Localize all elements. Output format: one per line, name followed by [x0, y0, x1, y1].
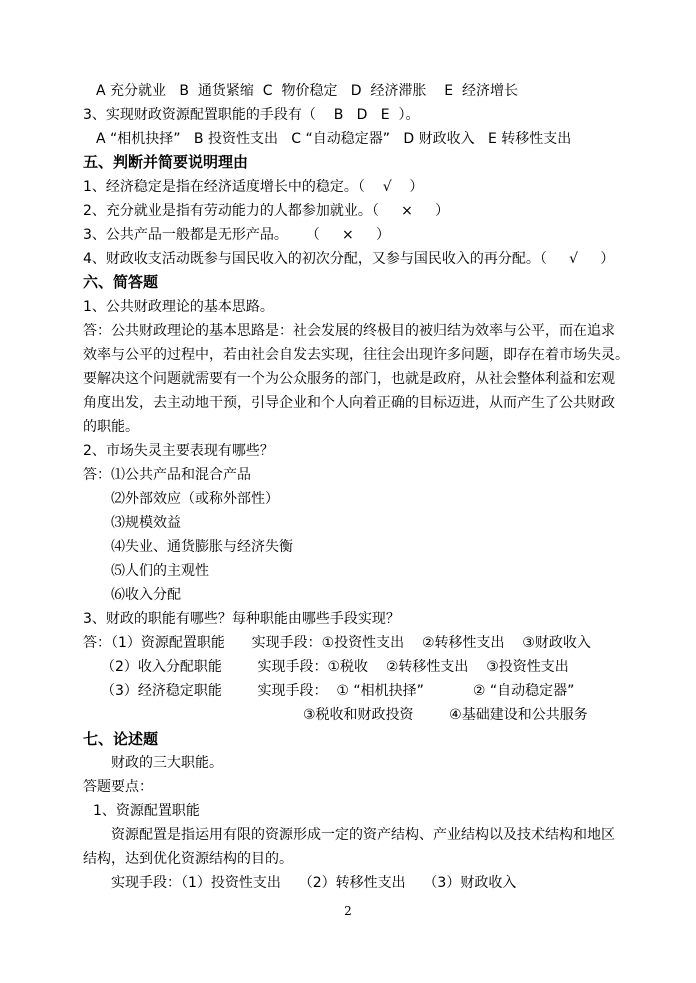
q2-options: A 充分就业 B 通货紧缩 C 物价稳定 D 经济滞胀 E 经济增长: [96, 83, 519, 99]
judge-item-3: 3、公共产品一般都是无形产品。 （ × ）: [83, 227, 390, 243]
judge-item-4: 4、财政收支活动既参与国民收入的初次分配，又参与国民收入的再分配。（ √ ）: [83, 251, 615, 267]
s6-question-1: 1、公共财政理论的基本思路。: [83, 299, 274, 315]
s7-subheading-1: 1、资源配置职能: [93, 803, 200, 819]
s6-answer-3-line-3: （3）经济稳定职能 实现手段： ① “相机抉择” ② “自动稳定器”: [101, 683, 575, 699]
s7-key-points-label: 答题要点：: [83, 779, 153, 795]
s6-answer-2-line-1: 答：⑴公共产品和混合产品: [83, 467, 251, 483]
section-6-title: 六、简答题: [83, 273, 159, 291]
s6-answer-2-line-6: ⑹收入分配: [111, 587, 181, 603]
s7-means: 实现手段：（1）投资性支出 （2）转移性支出 （3）财政收入: [111, 875, 517, 891]
s6-answer-1-line-4: 角度出发，去主动地干预，引导企业和个人向着正确的目标迈进，从而产生了公共财政: [83, 395, 615, 411]
s7-paragraph-line-2: 结构，达到优化资源结构的目的。: [83, 851, 293, 867]
s6-answer-3-line-4: ③税收和财政投资 ④基础建设和公共服务: [303, 707, 588, 723]
s6-answer-1-line-5: 的职能。: [83, 419, 139, 435]
section-7-title: 七、论述题: [83, 730, 159, 748]
s6-answer-1-line-2: 效率与公平的过程中，若由社会自发去实现，往往会出现许多问题，即存在着市场失灵。: [83, 347, 629, 363]
s7-paragraph-line-1: 资源配置是指运用有限的资源形成一定的资产结构、产业结构以及技术结构和地区: [111, 827, 615, 843]
section-5-title: 五、判断并简要说明理由: [83, 153, 249, 171]
q3-text: 3、实现财政资源配置职能的手段有（ B D E ）。: [83, 107, 420, 123]
judge-item-1: 1、经济稳定是指在经济适度增长中的稳定。（ √ ）: [83, 179, 424, 195]
judge-item-2: 2、充分就业是指有劳动能力的人都参加就业。（ × ）: [83, 203, 450, 219]
s6-answer-2-line-2: ⑵外部效应（或称外部性）: [111, 491, 279, 507]
s6-answer-1-line-1: 答：公共财政理论的基本思路是：社会发展的终极目的被归结为效率与公平，而在追求: [83, 323, 615, 339]
q3-options: A “相机抉择” B 投资性支出 C “自动稳定器” D 财政收入 E 转移性支出: [96, 131, 572, 147]
s6-answer-3-line-1: 答：（1）资源配置职能 实现手段：①投资性支出 ②转移性支出 ③财政收入: [83, 635, 591, 651]
s6-answer-1-line-3: 要解决这个问题就需要有一个为公众服务的部门，也就是政府，从社会整体利益和宏观: [83, 371, 615, 387]
s6-answer-2-line-3: ⑶规模效益: [111, 515, 181, 531]
s6-question-3: 3、财政的职能有哪些？每种职能由哪些手段实现？: [83, 611, 400, 627]
s6-question-2: 2、市场失灵主要表现有哪些？: [83, 443, 274, 459]
page-number: 2: [344, 904, 352, 918]
s7-question: 财政的三大职能。: [111, 755, 223, 771]
s6-answer-3-line-2: （2）收入分配职能 实现手段：①税收 ②转移性支出 ③投资性支出: [101, 659, 569, 675]
s6-answer-2-line-5: ⑸人们的主观性: [111, 563, 209, 579]
s6-answer-2-line-4: ⑷失业、通货膨胀与经济失衡: [111, 539, 293, 555]
